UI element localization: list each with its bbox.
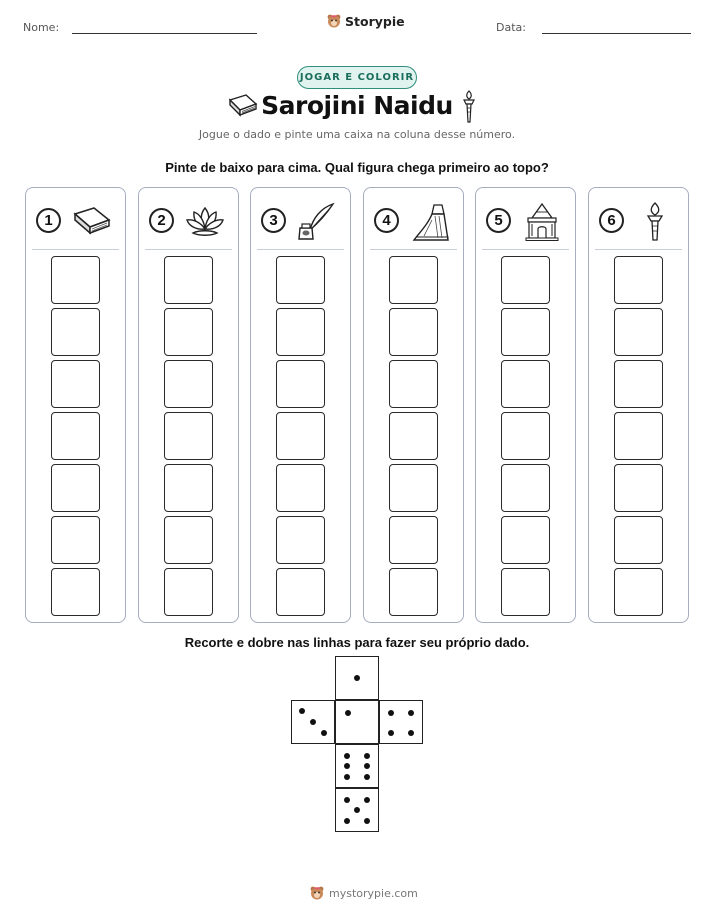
color-box[interactable] [614, 256, 663, 304]
color-box[interactable] [51, 308, 100, 356]
color-box[interactable] [501, 568, 550, 616]
column-number: 1 [36, 208, 61, 233]
quill-inkpot-icon [295, 202, 339, 242]
color-box[interactable] [501, 516, 550, 564]
color-box[interactable] [501, 464, 550, 512]
die-pip [364, 818, 370, 824]
column-divider [482, 249, 569, 250]
color-box[interactable] [164, 464, 213, 512]
color-box[interactable] [164, 256, 213, 304]
die-pip [364, 774, 370, 780]
color-box[interactable] [51, 568, 100, 616]
die-pip [388, 710, 394, 716]
color-box[interactable] [164, 360, 213, 408]
color-box[interactable] [614, 516, 663, 564]
name-label: Nome: [23, 21, 60, 34]
die-face-left[interactable] [291, 700, 335, 744]
die-pip [364, 763, 370, 769]
die-pip [344, 774, 350, 780]
die-pip [344, 763, 350, 769]
color-box[interactable] [614, 464, 663, 512]
date-line[interactable] [542, 33, 691, 34]
die-pip [408, 730, 414, 736]
bear-icon [326, 13, 342, 29]
color-box[interactable] [614, 568, 663, 616]
footer [309, 885, 418, 901]
torch-icon [633, 202, 677, 242]
storypie-logo [326, 13, 405, 29]
color-box[interactable] [276, 516, 325, 564]
column-6 [588, 187, 689, 623]
die-pip [321, 730, 327, 736]
die-pip [345, 710, 351, 716]
name-line[interactable] [72, 33, 257, 34]
column-divider [257, 249, 344, 250]
die-face-center[interactable] [335, 700, 379, 744]
instruction-die: Recorte e dobre nas linhas para fazer seu próprio dado. [184, 635, 530, 650]
color-box[interactable] [614, 308, 663, 356]
die-face-bottom[interactable] [335, 788, 379, 832]
color-box[interactable] [276, 256, 325, 304]
footer-site[interactable]: mystorypie.com [329, 886, 418, 900]
die-face-lower[interactable] [335, 744, 379, 788]
column-number: 6 [599, 208, 624, 233]
die-pip [354, 807, 360, 813]
instruction-main: Pinte de baixo para cima. Qual figura chega primeiro ao topo? [165, 160, 549, 175]
color-box[interactable] [389, 360, 438, 408]
saree-icon [408, 202, 452, 242]
color-box[interactable] [501, 256, 550, 304]
color-box[interactable] [389, 464, 438, 512]
color-box[interactable] [51, 412, 100, 460]
die-pip [344, 797, 350, 803]
page-subtitle: Jogue o dado e pinte uma caixa na coluna desse número. [198, 128, 516, 141]
book-icon [70, 202, 114, 242]
die-pip [364, 797, 370, 803]
color-box[interactable] [51, 464, 100, 512]
color-box[interactable] [51, 516, 100, 564]
die-face-top[interactable] [335, 656, 379, 700]
column-divider [145, 249, 232, 250]
temple-icon [520, 202, 564, 242]
lotus-icon [183, 202, 227, 242]
die-pip [310, 719, 316, 725]
color-box[interactable] [389, 308, 438, 356]
column-4 [363, 187, 464, 623]
date-label: Data: [496, 21, 526, 34]
color-box[interactable] [164, 308, 213, 356]
color-box[interactable] [164, 412, 213, 460]
color-box[interactable] [164, 568, 213, 616]
color-box[interactable] [501, 360, 550, 408]
column-2 [138, 187, 239, 623]
color-box[interactable] [614, 412, 663, 460]
die-pip [344, 753, 350, 759]
column-3 [250, 187, 351, 623]
column-number: 2 [149, 208, 174, 233]
brand-name: Storypie [345, 13, 405, 29]
color-box[interactable] [276, 360, 325, 408]
die-pip [299, 708, 305, 714]
column-divider [595, 249, 682, 250]
die-face-right[interactable] [379, 700, 423, 744]
color-box[interactable] [51, 256, 100, 304]
color-box[interactable] [276, 568, 325, 616]
column-divider [32, 249, 119, 250]
column-1 [25, 187, 126, 623]
color-box[interactable] [389, 568, 438, 616]
color-box[interactable] [51, 360, 100, 408]
die-pip [364, 753, 370, 759]
color-box[interactable] [389, 256, 438, 304]
column-number: 4 [374, 208, 399, 233]
die-pip [354, 675, 360, 681]
column-number: 3 [261, 208, 286, 233]
color-box[interactable] [501, 308, 550, 356]
color-box[interactable] [276, 464, 325, 512]
color-box[interactable] [389, 516, 438, 564]
color-box[interactable] [276, 308, 325, 356]
page-title: Sarojini Naidu [261, 91, 453, 120]
color-box[interactable] [389, 412, 438, 460]
die-pip [388, 730, 394, 736]
column-divider [370, 249, 457, 250]
die-pip [408, 710, 414, 716]
color-box[interactable] [501, 412, 550, 460]
color-box[interactable] [614, 360, 663, 408]
torch-icon [461, 90, 477, 124]
activity-badge: JOGAR E COLORIR [297, 66, 417, 89]
bear-icon [309, 885, 325, 901]
die-pip [344, 818, 350, 824]
color-box[interactable] [164, 516, 213, 564]
column-number: 5 [486, 208, 511, 233]
column-5 [475, 187, 576, 623]
color-box[interactable] [276, 412, 325, 460]
